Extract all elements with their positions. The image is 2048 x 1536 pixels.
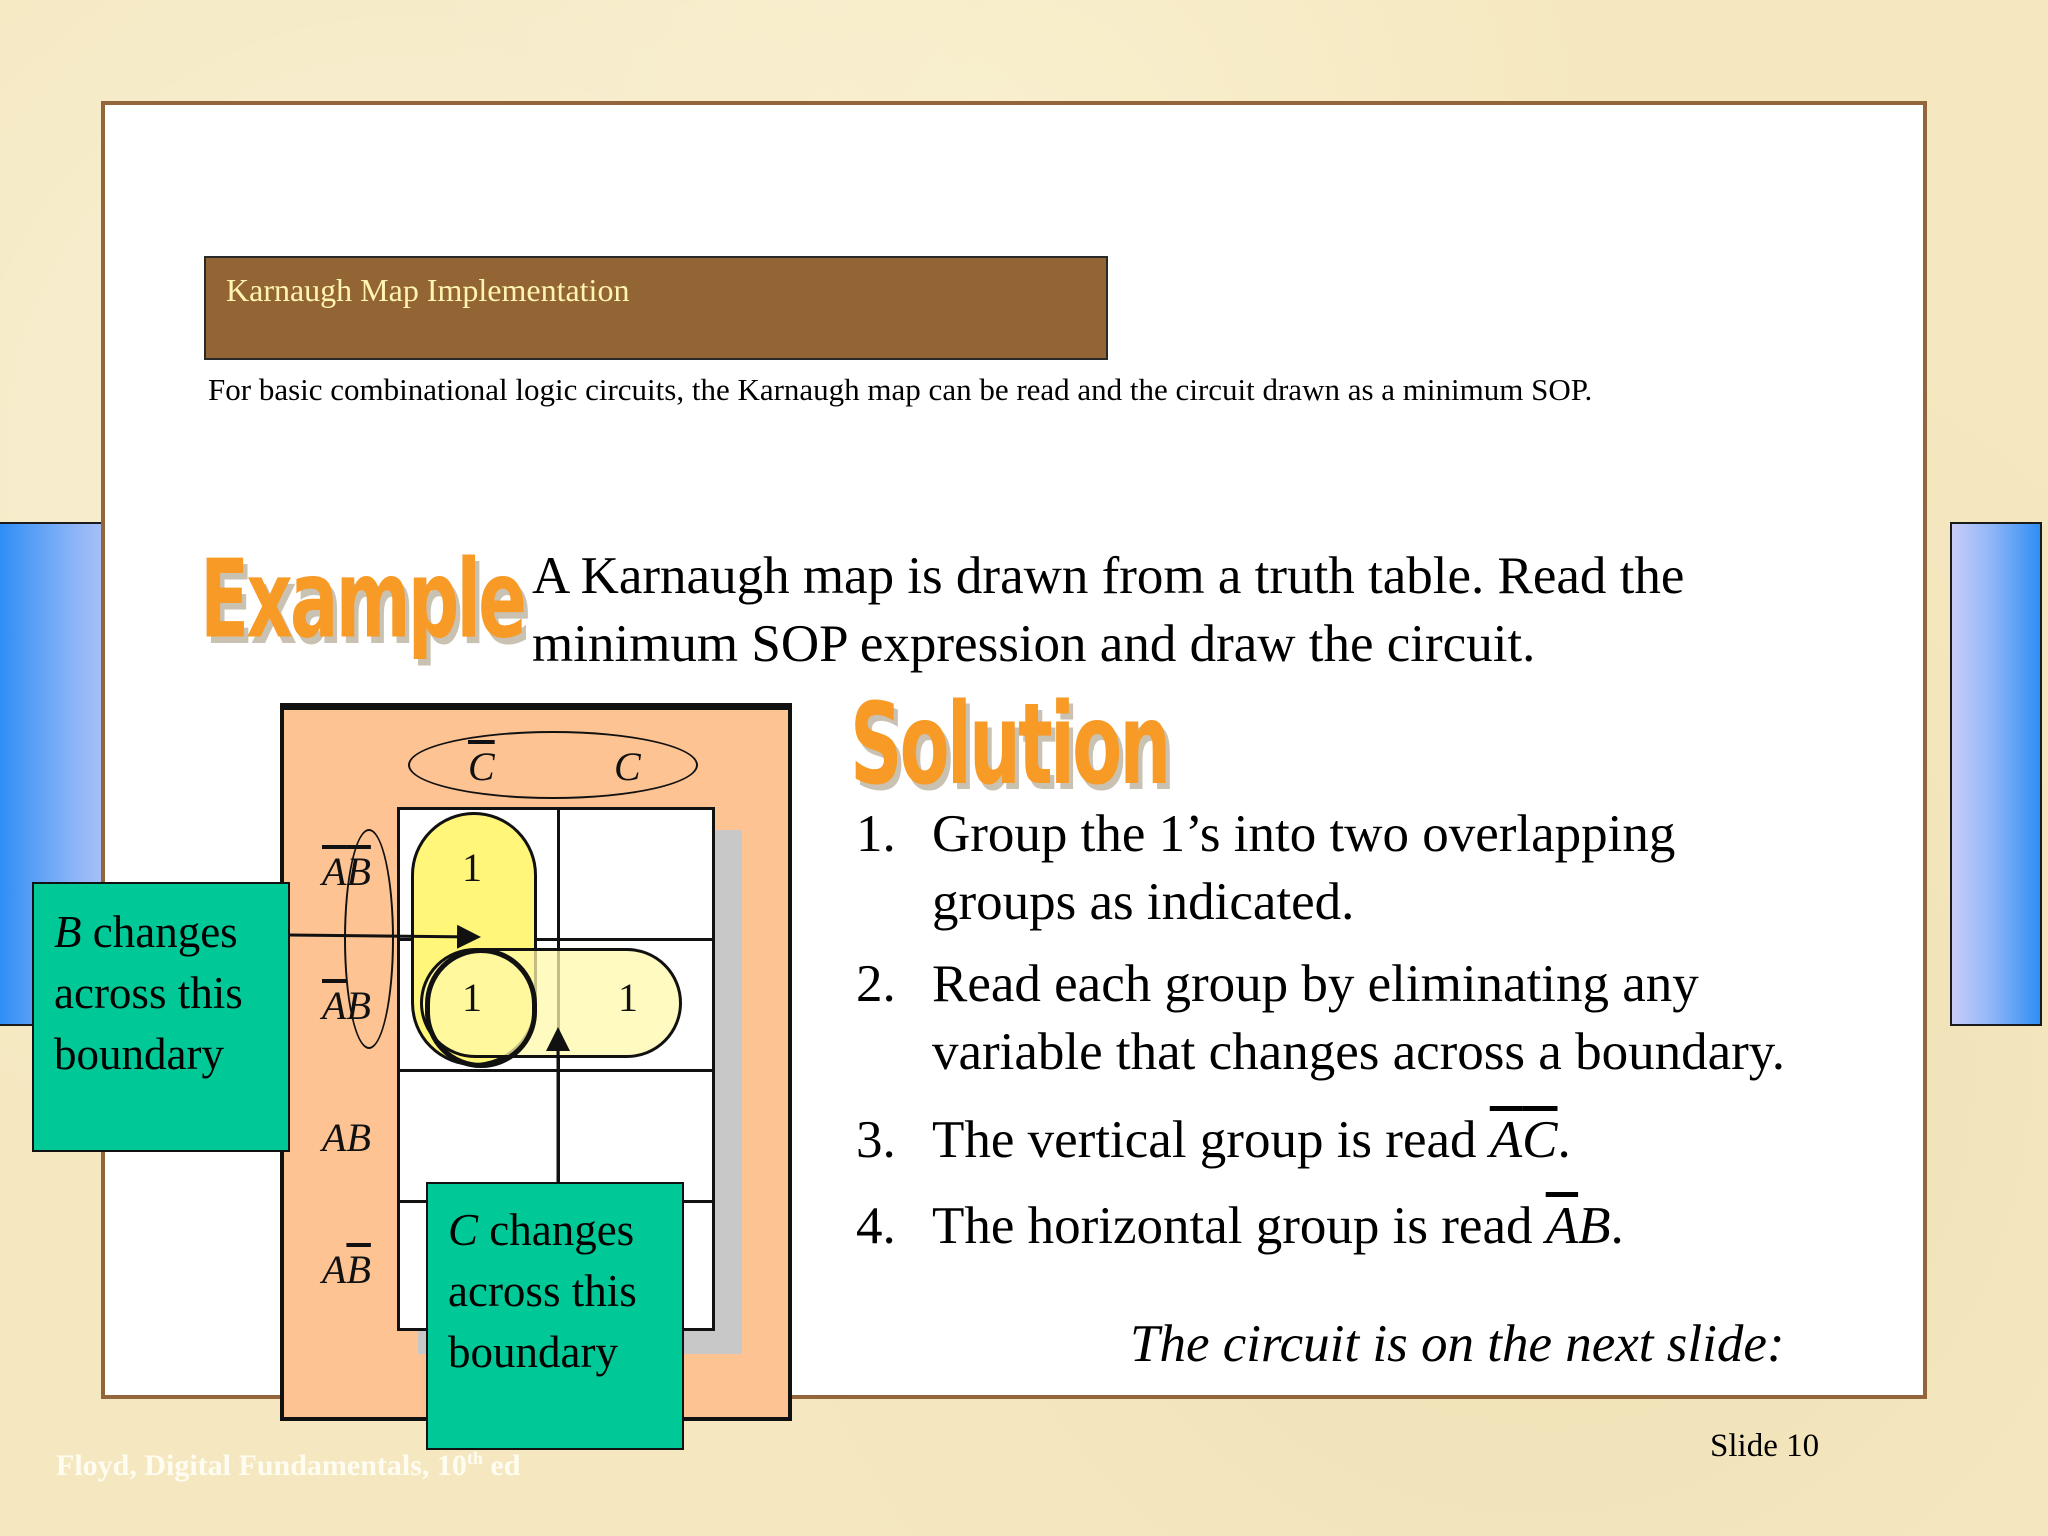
solution-wordart: Solution xyxy=(850,678,1169,810)
cell-value: 1 xyxy=(462,975,482,1020)
solution-step-3: 3. The vertical group is read $\overline{A}\overline{C}$. xyxy=(856,1111,1571,1169)
callout-b-boundary: B changes across this boundary xyxy=(32,882,290,1152)
intro-text: For basic combinational logic circuits, the Karnaugh map can be read and the circuit drawn as a minimum SOP. xyxy=(208,372,1593,407)
next-slide-note: The circuit is on the next slide: xyxy=(1130,1315,1785,1373)
solution-step-2: 2. Read each group by eliminating any variable that changes across a boundary. xyxy=(856,955,1786,1081)
row-header-a-b-not: $A\overline{B}$ xyxy=(322,1247,371,1292)
slide-number: Slide 10 xyxy=(1710,1428,1820,1464)
row-header-a-not-b-not: $\overline{A}\overline{B}$ xyxy=(322,849,371,894)
row-header-a-b: AB xyxy=(322,1115,371,1160)
solution-step-1: 1. Group the 1’s into two overlapping groups as indicated. xyxy=(856,805,1676,931)
b-boundary-arrow xyxy=(290,935,478,937)
footer-credit: Floyd, Digital Fundamentals, 10th ed xyxy=(56,1448,521,1482)
column-header-c-not: $\overline{C}$ xyxy=(468,744,495,789)
column-header-c: C xyxy=(614,744,641,789)
solution-step-4: 4. The horizontal group is read $\overline{A}B$. xyxy=(856,1197,1624,1255)
row-header-a-not-b: $\overline{A}B$ xyxy=(322,983,371,1028)
problem-line-2: minimum SOP expression and draw the circuit. xyxy=(532,615,1536,673)
slide-title: Karnaugh Map Implementation xyxy=(226,272,630,308)
cell-value: 1 xyxy=(462,845,482,890)
example-wordart: Example xyxy=(200,536,525,663)
cell-value: 1 xyxy=(618,975,638,1020)
callout-c-boundary: C changes across this boundary xyxy=(426,1182,684,1450)
problem-line-1: A Karnaugh map is drawn from a truth table. Read the xyxy=(532,547,1685,605)
